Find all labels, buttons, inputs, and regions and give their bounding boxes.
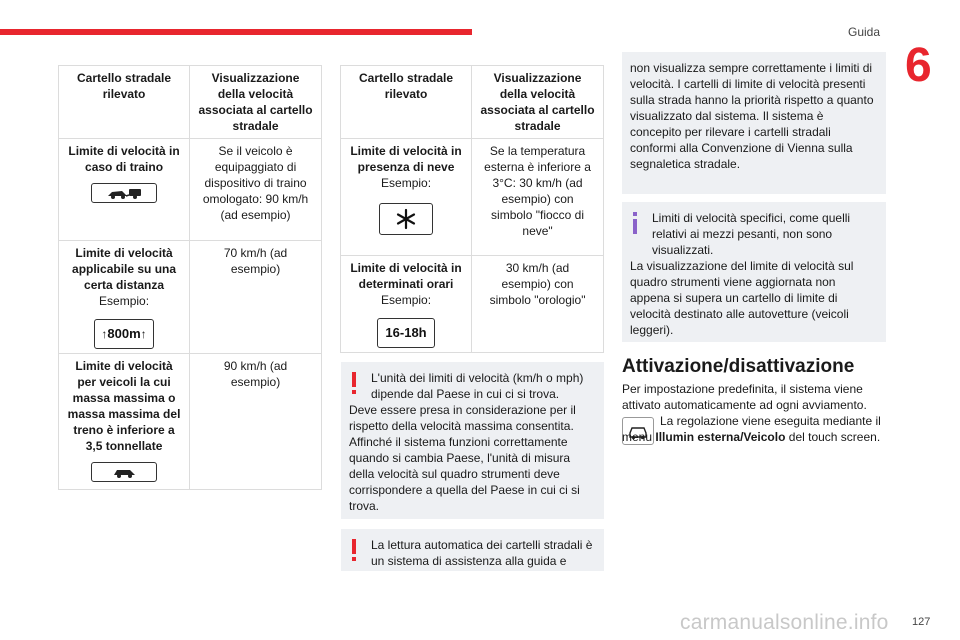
note-lead: La lettura automatica dei cartelli stradali è un sistema di assistenza alla guida e xyxy=(371,538,593,568)
example-label: Esempio: xyxy=(381,293,432,307)
chapter-number: 6 xyxy=(905,39,932,92)
sign-table-left xyxy=(58,65,322,490)
warning-note-continued xyxy=(622,52,886,194)
warning-note-units xyxy=(341,362,604,519)
sign-table-middle xyxy=(340,65,604,353)
row-label: Limite di velocità applicabile su una certa distanza xyxy=(72,246,177,292)
table-cell xyxy=(59,241,190,354)
table-row xyxy=(341,139,604,256)
snowflake-icon xyxy=(379,203,433,235)
table-cell: 70 km/h (ad esempio) xyxy=(190,241,322,354)
section-title: Guida xyxy=(848,25,881,39)
table-cell: 30 km/h (ad esempio) con simbolo "orologio" xyxy=(472,256,604,353)
example-label: Esempio: xyxy=(381,176,432,190)
table-row xyxy=(59,139,322,241)
warning-note-reading xyxy=(341,529,604,571)
activation-paragraph: Per impostazione predefinita, il sistema viene attivato automaticamente ad ogni avviamento. xyxy=(622,382,867,412)
warning-icon xyxy=(351,539,357,561)
sign-icon-text: 16-18h xyxy=(385,325,427,340)
table-row xyxy=(341,66,604,139)
note-body: La visualizzazione del limite di velocità sul quadro strumenti viene aggiornata non appena si supera un cartello di limite di velocità destinato alle autovetture (veicoli leggeri). xyxy=(630,259,854,337)
time-16-18h-icon xyxy=(377,318,435,348)
note-body: Deve essere presa in considerazione per il rispetto della velocità massima consentita. Affinché il sistema funzioni correttamente quando si cambia Paese, l'unità di misura della velocità sul quadro strumenti deve corrispondere a quella del Paese in cui ci si trova. xyxy=(349,403,580,513)
table-cell: Se la temperatura esterna è inferiore a 3°C: 30 km/h (ad esempio) con simbolo "fiocco di neve" xyxy=(472,139,604,256)
table-row xyxy=(59,66,322,139)
info-note-specific-limits xyxy=(622,202,886,342)
table-header: Visualizzazione della velocità associata al cartello stradale xyxy=(190,66,322,139)
table-cell xyxy=(341,256,472,353)
note-lead: L'unità dei limiti di velocità (km/h o mph) dipende dal Paese in cui ci si trova. xyxy=(371,371,584,401)
table-cell xyxy=(59,354,190,490)
car-icon xyxy=(91,462,157,482)
row-label: Limite di velocità in determinati orari xyxy=(350,261,462,291)
sign-icon-text: 800m xyxy=(107,326,141,341)
note-body: non visualizza sempre correttamente i limiti di velocità. I cartelli di limite di velocità presenti sulla strada hanno la priorità rispetto a quanto visualizzato dal sistema. Il sistema è concepito per rilevare i cartelli stradali conformi alla Convenzione di Vienna sulla segnaletica stradale. xyxy=(630,61,874,171)
table-row xyxy=(341,256,604,353)
menu-path-vehicle: Veicolo xyxy=(743,430,786,444)
distance-800m-icon: ↑800m↑ xyxy=(94,319,154,349)
menu-path-exterior-lighting: Illumin esterna xyxy=(655,430,741,444)
table-header: Visualizzazione della velocità associata al cartello stradale xyxy=(472,66,604,139)
page-number: 127 xyxy=(912,616,931,628)
table-cell: Se il veicolo è equipaggiato di dispositivo di traino omologato: 90 km/h (ad esempio) xyxy=(190,139,322,241)
activation-instructions: La regolazione viene eseguita mediante il menu Illumin esterna/Veicolo del touch screen. xyxy=(622,414,881,444)
table-row xyxy=(59,354,322,490)
table-cell: 90 km/h (ad esempio) xyxy=(190,354,322,490)
info-icon xyxy=(632,212,638,234)
table-row xyxy=(59,241,322,354)
warning-icon xyxy=(351,372,357,394)
table-cell xyxy=(341,139,472,256)
row-label: Limite di velocità in caso di traino xyxy=(68,144,180,174)
row-label: Limite di velocità in presenza di neve xyxy=(350,144,462,174)
trailer-car-icon xyxy=(91,183,157,203)
watermark: carmanualsonline.info xyxy=(680,611,889,634)
example-label: Esempio: xyxy=(99,294,150,308)
activation-heading: Attivazione/disattivazione xyxy=(622,356,855,377)
top-accent-bar xyxy=(0,29,472,35)
table-header: Cartello stradale rilevato xyxy=(341,66,472,139)
note-lead: Limiti di velocità specifici, come quelli relativi ai mezzi pesanti, non sono visualizzati. xyxy=(652,211,851,257)
table-cell xyxy=(59,139,190,241)
row-label: Limite di velocità per veicoli la cui massa massima o massa massima del treno è inferiore a 3,5 tonnellate xyxy=(67,359,181,453)
table-header: Cartello stradale rilevato xyxy=(59,66,190,139)
